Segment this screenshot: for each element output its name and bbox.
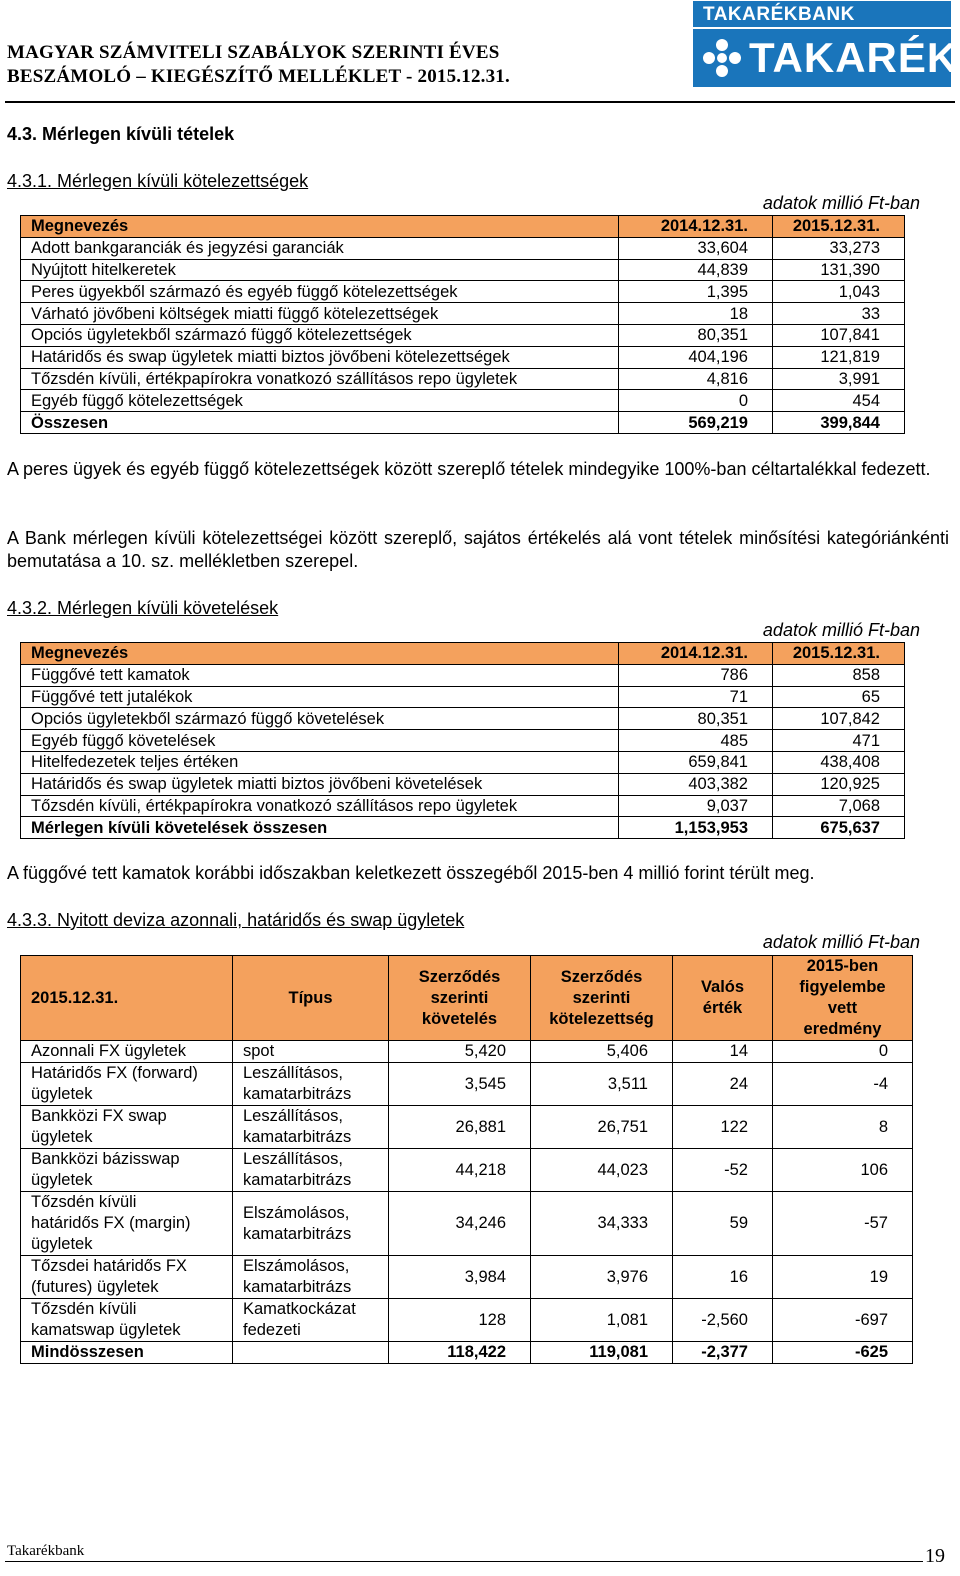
value-2015: 121,819	[773, 346, 905, 368]
unit-label-3: adatok millió Ft-ban	[762, 932, 920, 952]
value-2014: 403,382	[619, 773, 773, 795]
row-label: Tőzsdén kívüli kamatswap ügyletek	[21, 1299, 233, 1342]
table-header-row	[21, 216, 905, 238]
value-claim: 26,881	[389, 1106, 531, 1149]
value-result: 0	[773, 1041, 913, 1063]
table-row	[21, 281, 905, 303]
row-label: Azonnali FX ügyletek	[21, 1041, 233, 1063]
logo-flower-icon	[701, 37, 743, 79]
value-2015: 471	[773, 730, 905, 752]
table-row	[21, 773, 905, 795]
row-label: Tőzsdén kívüli, értékpapírokra vonatkozó szállításos repo ügyletek	[21, 368, 619, 390]
row-label: Határidős FX (forward) ügyletek	[21, 1063, 233, 1106]
value-claim: 44,218	[389, 1149, 531, 1192]
total-label: Mindösszesen	[21, 1342, 233, 1364]
footer-company: Takarékbank	[7, 1543, 85, 1559]
value-2015: 454	[773, 390, 905, 412]
total-2015: 399,844	[773, 412, 905, 434]
value-liability: 5,406	[531, 1041, 673, 1063]
header-line-1: MAGYAR SZÁMVITELI SZABÁLYOK SZERINTI ÉVES	[7, 42, 500, 63]
row-label: Adott bankgaranciák és jegyzési garanciák	[21, 237, 619, 259]
value-2014: 404,196	[619, 346, 773, 368]
row-label: Tőzsdei határidős FX (futures) ügyletek	[21, 1256, 233, 1299]
row-type: Leszállításos, kamatarbitrázs	[233, 1063, 389, 1106]
value-result: -57	[773, 1192, 913, 1256]
total-type-empty	[233, 1342, 389, 1364]
header-line-2: BESZÁMOLÓ – KIEGÉSZÍTŐ MELLÉKLET - 2015.12.31.	[7, 66, 510, 87]
table-row	[21, 1256, 913, 1299]
table-row	[21, 730, 905, 752]
value-2014: 1,395	[619, 281, 773, 303]
value-fair: 16	[673, 1256, 773, 1299]
row-type: Leszállításos, kamatarbitrázs	[233, 1149, 389, 1192]
document-header	[7, 41, 510, 89]
unit-label-1: adatok millió Ft-ban	[762, 193, 920, 213]
value-fair: 59	[673, 1192, 773, 1256]
logo-bottom	[693, 29, 959, 87]
table-row	[21, 1106, 913, 1149]
value-result: 19	[773, 1256, 913, 1299]
table-row	[21, 708, 905, 730]
row-type: spot	[233, 1041, 389, 1063]
value-2015: 131,390	[773, 259, 905, 281]
section-4-3-title: 4.3. Mérlegen kívüli tételek	[7, 124, 235, 144]
section-4-3-2-title: 4.3.2. Mérlegen kívüli követelések	[7, 598, 279, 618]
table-header-row	[21, 956, 913, 1041]
value-fair: 24	[673, 1063, 773, 1106]
value-result: -697	[773, 1299, 913, 1342]
table-row	[21, 346, 905, 368]
header-cell-2014: 2014.12.31.	[619, 216, 773, 238]
value-2014: 659,841	[619, 751, 773, 773]
value-liability: 3,976	[531, 1256, 673, 1299]
off-balance-liabilities-table	[20, 215, 905, 434]
value-claim: 5,420	[389, 1041, 531, 1063]
table-row	[21, 664, 905, 686]
value-claim: 128	[389, 1299, 531, 1342]
table-row	[21, 1299, 913, 1342]
value-2015: 7,068	[773, 795, 905, 817]
row-label: Nyújtott hitelkeretek	[21, 259, 619, 281]
value-2015: 65	[773, 686, 905, 708]
value-result: 8	[773, 1106, 913, 1149]
total-2015: 675,637	[773, 817, 905, 839]
table-row	[21, 751, 905, 773]
paragraph-suspended-interest: A függővé tett kamatok korábbi időszakban keletkezett összegéből 2015-ben 4 millió forint térült meg.	[7, 863, 815, 883]
value-liability: 34,333	[531, 1192, 673, 1256]
row-label: Tőzsdén kívüli, értékpapírokra vonatkozó szállításos repo ügyletek	[21, 795, 619, 817]
row-label: Függővé tett jutalékok	[21, 686, 619, 708]
row-label: Határidős és swap ügyletek miatti biztos jövőbeni kötelezettségek	[21, 346, 619, 368]
value-fair: 122	[673, 1106, 773, 1149]
header-cell-result: 2015-ben figyelembe vett eredmény	[773, 956, 913, 1041]
row-label: Hitelfedezetek teljes értéken	[21, 751, 619, 773]
off-balance-receivables-table	[20, 642, 905, 839]
value-liability: 44,023	[531, 1149, 673, 1192]
value-2015: 33,273	[773, 237, 905, 259]
value-2014: 0	[619, 390, 773, 412]
value-fair: -2,560	[673, 1299, 773, 1342]
table-row	[21, 259, 905, 281]
value-liability: 3,511	[531, 1063, 673, 1106]
total-fair-value: -2,377	[673, 1342, 773, 1364]
value-2015: 33	[773, 303, 905, 325]
table-row	[21, 686, 905, 708]
value-2014: 485	[619, 730, 773, 752]
total-label: Mérlegen kívüli követelések összesen	[21, 817, 619, 839]
value-2015: 1,043	[773, 281, 905, 303]
header-cell-liability: Szerződés szerinti kötelezettség	[531, 956, 673, 1041]
page-number: 19	[925, 1545, 945, 1567]
row-label: Peres ügyekből származó és egyéb függő kötelezettségek	[21, 281, 619, 303]
table-total-row	[21, 817, 905, 839]
row-label: Határidős és swap ügyletek miatti biztos jövőbeni követelések	[21, 773, 619, 795]
total-2014: 569,219	[619, 412, 773, 434]
value-2015: 107,842	[773, 708, 905, 730]
value-result: -4	[773, 1063, 913, 1106]
header-cell-date: 2015.12.31.	[21, 956, 233, 1041]
header-divider	[5, 101, 955, 103]
row-type: Elszámolásos, kamatarbitrázs	[233, 1256, 389, 1299]
row-label: Egyéb függő kötelezettségek	[21, 390, 619, 412]
value-fair: 14	[673, 1041, 773, 1063]
takarekbank-logo	[693, 1, 959, 87]
header-cell-name: Megnevezés	[21, 216, 619, 238]
value-2014: 71	[619, 686, 773, 708]
table-row	[21, 303, 905, 325]
table-total-row	[21, 412, 905, 434]
total-label: Összesen	[21, 412, 619, 434]
value-result: 106	[773, 1149, 913, 1192]
table-row	[21, 1041, 913, 1063]
value-2015: 438,408	[773, 751, 905, 773]
table-row	[21, 1063, 913, 1106]
header-cell-name: Megnevezés	[21, 643, 619, 665]
value-liability: 1,081	[531, 1299, 673, 1342]
paragraph-classification: A Bank mérlegen kívüli kötelezettségei között szereplő, sajátos értékelés alá vont tételek minősítési kategóriánkénti bemutatása a 10. sz. mellékletben szerepel.	[7, 528, 949, 571]
total-claim: 118,422	[389, 1342, 531, 1364]
row-label: Függővé tett kamatok	[21, 664, 619, 686]
row-label: Várható jövőbeni költségek miatti függő kötelezettségek	[21, 303, 619, 325]
row-label: Tőzsdén kívüli határidős FX (margin) ügyletek	[21, 1192, 233, 1256]
logo-wordmark: TAKARÉK	[749, 34, 959, 81]
table-row	[21, 368, 905, 390]
value-2014: 33,604	[619, 237, 773, 259]
table-row	[21, 324, 905, 346]
value-2015: 107,841	[773, 324, 905, 346]
value-claim: 34,246	[389, 1192, 531, 1256]
row-label: Bankközi FX swap ügyletek	[21, 1106, 233, 1149]
header-cell-claim: Szerződés szerinti követelés	[389, 956, 531, 1041]
table-row	[21, 237, 905, 259]
value-2014: 9,037	[619, 795, 773, 817]
value-2014: 80,351	[619, 324, 773, 346]
value-claim: 3,984	[389, 1256, 531, 1299]
total-2014: 1,153,953	[619, 817, 773, 839]
paragraph-litigation: A peres ügyek és egyéb függő kötelezettségek között szereplő tételek mindegyike 100%-ban céltartalékkal fedezett.	[7, 459, 931, 479]
value-claim: 3,545	[389, 1063, 531, 1106]
table-row	[21, 1192, 913, 1256]
header-cell-fair-value: Valós érték	[673, 956, 773, 1041]
section-4-3-1-title: 4.3.1. Mérlegen kívüli kötelezettségek	[7, 171, 309, 191]
value-2014: 4,816	[619, 368, 773, 390]
value-2014: 44,839	[619, 259, 773, 281]
value-fair: -52	[673, 1149, 773, 1192]
row-type: Leszállításos, kamatarbitrázs	[233, 1106, 389, 1149]
header-cell-2015: 2015.12.31.	[773, 216, 905, 238]
table-row	[21, 390, 905, 412]
value-2014: 80,351	[619, 708, 773, 730]
value-liability: 26,751	[531, 1106, 673, 1149]
value-2015: 858	[773, 664, 905, 686]
value-2015: 3,991	[773, 368, 905, 390]
footer-divider	[5, 1561, 923, 1562]
header-cell-type: Típus	[233, 956, 389, 1041]
header-cell-2015: 2015.12.31.	[773, 643, 905, 665]
value-2015: 120,925	[773, 773, 905, 795]
logo-top-text: TAKARÉKBANK	[693, 1, 951, 27]
row-label: Bankközi bázisswap ügyletek	[21, 1149, 233, 1192]
table-total-row	[21, 1342, 913, 1364]
header-cell-2014: 2014.12.31.	[619, 643, 773, 665]
table-header-row	[21, 643, 905, 665]
total-result: -625	[773, 1342, 913, 1364]
section-4-3-3-title: 4.3.3. Nyitott deviza azonnali, határidős és swap ügyletek	[7, 910, 465, 930]
row-type: Elszámolásos, kamatarbitrázs	[233, 1192, 389, 1256]
row-label: Opciós ügyletekből származó függő kötelezettségek	[21, 324, 619, 346]
value-2014: 18	[619, 303, 773, 325]
row-type: Kamatkockázat fedezeti	[233, 1299, 389, 1342]
total-liability: 119,081	[531, 1342, 673, 1364]
fx-transactions-table	[20, 955, 913, 1364]
table-row	[21, 795, 905, 817]
table-row	[21, 1149, 913, 1192]
unit-label-2: adatok millió Ft-ban	[762, 620, 920, 640]
row-label: Egyéb függő követelések	[21, 730, 619, 752]
value-2014: 786	[619, 664, 773, 686]
row-label: Opciós ügyletekből származó függő követelések	[21, 708, 619, 730]
